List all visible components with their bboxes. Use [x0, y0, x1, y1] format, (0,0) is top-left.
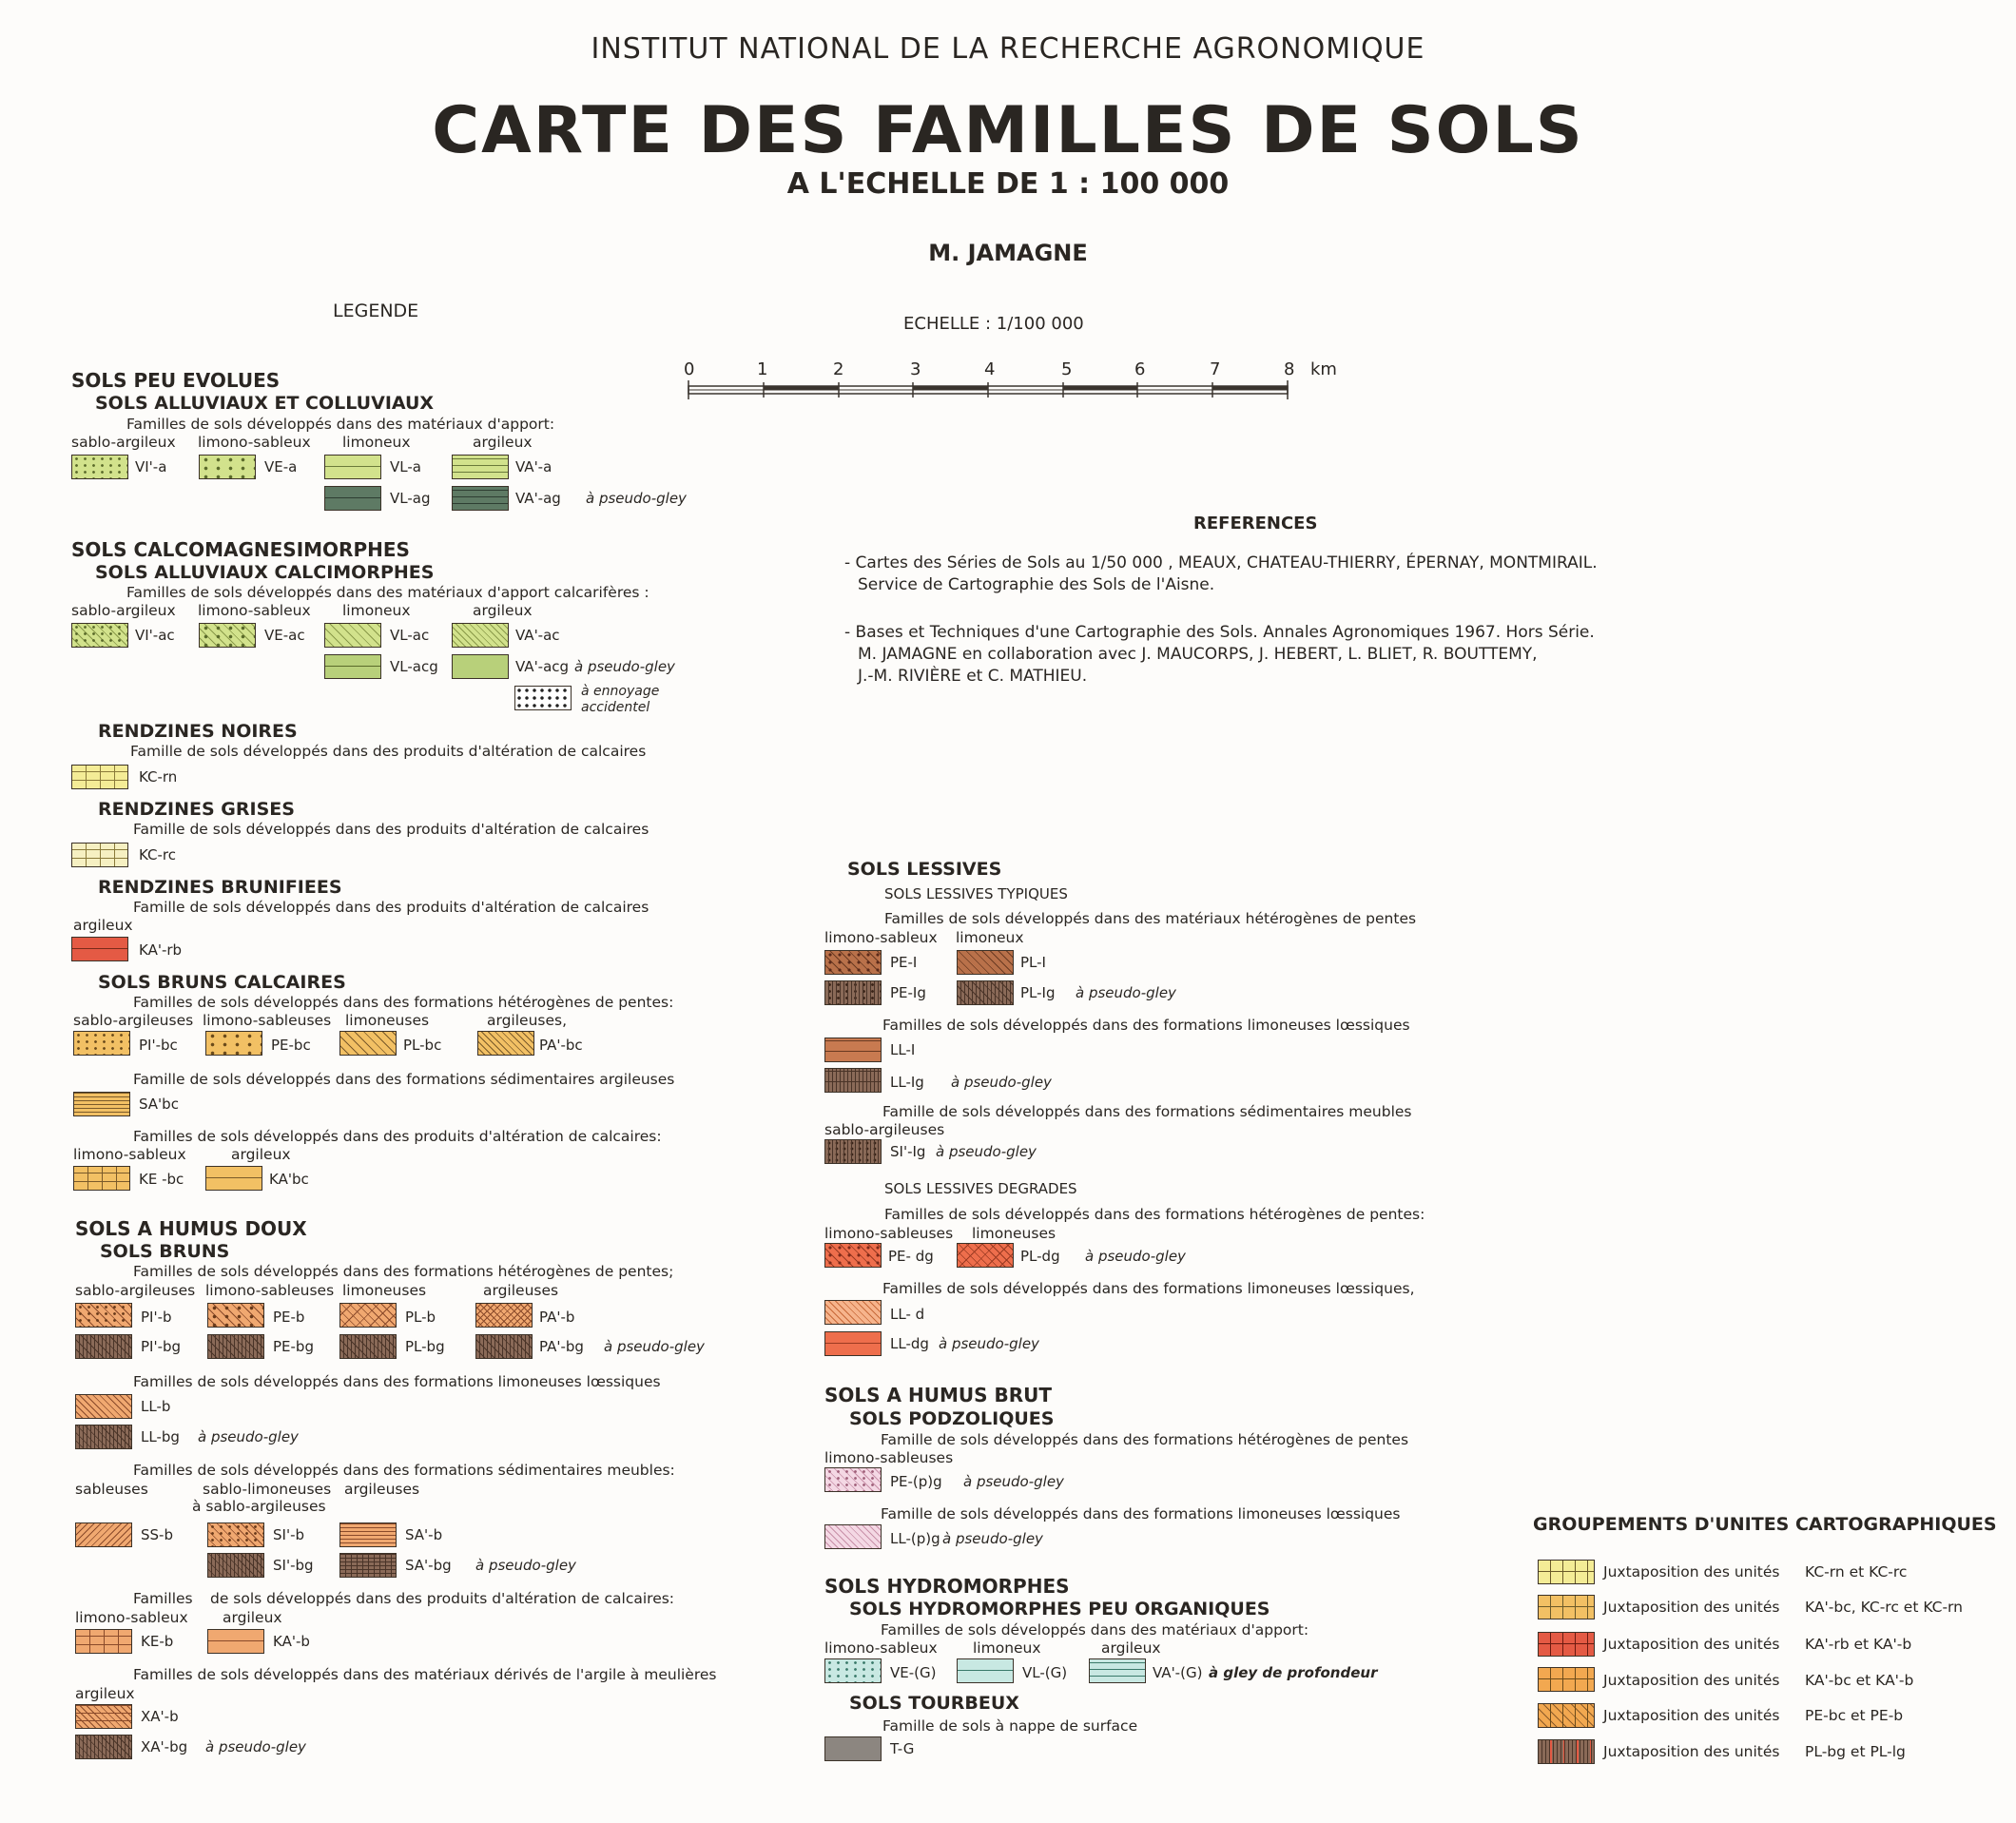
legend-swatch — [1538, 1739, 1595, 1764]
legend-code: PL-b — [405, 1309, 436, 1326]
scale-tick: 0 — [684, 359, 695, 379]
legend-swatch — [824, 1243, 882, 1268]
section-desc: Familles — [133, 1590, 193, 1607]
section-desc: Familles de sols développés dans des matériaux d'apport: — [126, 416, 555, 433]
legend-swatch — [1538, 1632, 1595, 1657]
legend-code: LL-dg — [890, 1335, 929, 1352]
category-label: limono-sableuses — [824, 1449, 954, 1466]
category-label: limono-sableux — [198, 602, 311, 619]
legend-code: PE-bc — [271, 1037, 311, 1054]
section-title: RENDZINES BRUNIFIEES — [98, 877, 342, 898]
category-label: sablo-argileux — [71, 434, 176, 451]
legend-swatch — [1538, 1667, 1595, 1692]
scale-tick: 2 — [833, 359, 844, 379]
legend-swatch — [207, 1553, 264, 1578]
legend-code: KA'bc — [269, 1171, 309, 1188]
legend-swatch — [324, 654, 381, 679]
legend-code: PI'-b — [141, 1309, 172, 1326]
legend-code: PL-I — [1020, 954, 1046, 971]
legend-code: PL-dg — [1020, 1248, 1060, 1265]
category-label: limono-sableuses — [824, 1225, 954, 1242]
legend-code: LL-I — [890, 1041, 916, 1058]
legend-swatch — [71, 455, 128, 479]
legend-swatch — [73, 1092, 130, 1116]
section-desc: Famille de sols développés dans des formations limoneuses lœssiques — [881, 1505, 1401, 1522]
section-desc: Famille de sols développés dans des formations hétérogènes de pentes — [881, 1431, 1409, 1448]
category-label: sablo-argileuses — [75, 1282, 196, 1299]
note-text: à pseudo-gley — [939, 1335, 1039, 1352]
category-label: limono-sableux — [198, 434, 311, 451]
scale-unit: km — [1310, 359, 1337, 379]
scale-bar — [685, 380, 1293, 403]
legend-code: XA'-bg — [141, 1738, 188, 1755]
legend-code: VE-a — [264, 458, 298, 475]
section-desc: Familles de sols développés dans des matériaux d'apport calcarifères : — [126, 584, 649, 601]
section-desc: Famille de sols à nappe de surface — [882, 1717, 1138, 1735]
legend-swatch — [452, 623, 509, 648]
legend-swatch — [73, 1166, 130, 1191]
section-subtitle: SOLS BRUNS — [100, 1241, 230, 1262]
section-desc: Familles de sols développés dans des matériaux d'apport: — [881, 1621, 1309, 1639]
legend-swatch — [477, 1031, 534, 1056]
category-label: limoneux — [956, 929, 1024, 946]
legend-code: PA'-bc — [539, 1037, 583, 1054]
category-label: argileux — [473, 434, 533, 451]
legend-swatch — [824, 1736, 882, 1761]
section-desc: Famille de sols développés dans des formations sédimentaires argileuses — [133, 1071, 675, 1088]
note-text: à pseudo-gley — [205, 1738, 306, 1755]
groupement-label: Juxtaposition des unités — [1603, 1743, 1780, 1760]
note-text: à ennoyage — [581, 684, 660, 699]
legend-swatch — [475, 1303, 533, 1328]
category-label: argileux — [73, 917, 133, 934]
legend-swatch — [824, 1068, 882, 1093]
legend-code: XA'-b — [141, 1708, 179, 1725]
section-desc: Famille de sols développés dans des produits d'altération de calcaires — [130, 743, 647, 760]
legend-code: KA'-b — [273, 1633, 310, 1650]
legend-swatch — [1538, 1703, 1595, 1728]
groupement-label: Juxtaposition des unités — [1603, 1636, 1780, 1653]
legend-swatch — [75, 1425, 132, 1449]
map-subtitle: A L'ECHELLE DE 1 : 100 000 — [786, 167, 1230, 201]
category-label: sablo-argileuses — [73, 1012, 194, 1029]
groupement-units: PE-bc et PE-b — [1805, 1707, 1904, 1724]
legend-swatch — [452, 486, 509, 511]
legend-swatch — [452, 654, 509, 679]
section-title: SOLS PEU EVOLUES — [71, 369, 281, 392]
legend-code: VI'-a — [135, 458, 167, 475]
legend-swatch — [957, 1243, 1014, 1268]
category-label: limono-sableux — [824, 1639, 938, 1657]
legend-swatch — [324, 486, 381, 511]
legend-code: LL-Ig — [890, 1074, 924, 1091]
scale-tick: 7 — [1210, 359, 1221, 379]
legend-code: SI'-Ig — [890, 1143, 926, 1160]
note-text: à pseudo-gley — [1085, 1248, 1186, 1265]
legend-code: VL-ag — [390, 490, 431, 507]
section-subtitle: SOLS ALLUVIAUX CALCIMORPHES — [95, 562, 435, 583]
category-label: argileuses — [483, 1282, 559, 1299]
section-subtitle: SOLS HYDROMORPHES PEU ORGANIQUES — [849, 1599, 1270, 1619]
note-text: à pseudo-gley — [951, 1074, 1052, 1091]
section-desc: Familles de sols développés dans des matériaux hétérogènes de pentes — [884, 910, 1417, 927]
legend-swatch — [75, 1334, 132, 1359]
legend-code: VL-a — [390, 458, 421, 475]
category-label: limoneux — [973, 1639, 1041, 1657]
section-subtitle: SOLS ALLUVIAUX ET COLLUVIAUX — [95, 393, 435, 414]
note-text: à pseudo-gley — [198, 1428, 299, 1445]
legend-code: LL-bg — [141, 1428, 180, 1445]
category-label: limoneuses — [345, 1012, 430, 1029]
legend-code: PL-bc — [403, 1037, 442, 1054]
legend-heading: LEGENDE — [333, 301, 419, 321]
category-label: sablo-argileuses — [824, 1121, 945, 1138]
legend-code: VE-ac — [264, 627, 305, 644]
legend-code: KC-rn — [139, 768, 178, 785]
section-title: SOLS CALCOMAGNESIMORPHES — [71, 538, 410, 561]
section-desc: Familles de sols développés dans des formations hétérogènes de pentes: — [884, 1206, 1425, 1223]
category-label: argileux — [75, 1685, 135, 1702]
legend-code: LL- d — [890, 1306, 925, 1323]
legend-swatch — [339, 1031, 397, 1056]
category-label: argileux — [231, 1146, 291, 1163]
section-title: SOLS BRUNS CALCAIRES — [98, 972, 346, 993]
legend-code: VA'-acg — [515, 658, 570, 675]
scale-tick: 6 — [1134, 359, 1146, 379]
scale-tick: 5 — [1061, 359, 1073, 379]
scale-tick: 3 — [910, 359, 921, 379]
reference-line: M. JAMAGNE en collaboration avec J. MAUCORPS, J. HEBERT, L. BLIET, R. BOUTTEMY, — [858, 645, 1538, 664]
groupement-label: Juxtaposition des unités — [1603, 1672, 1780, 1689]
legend-code: PE-b — [273, 1309, 305, 1326]
legend-code: PL-bg — [405, 1338, 445, 1355]
legend-swatch — [957, 980, 1014, 1005]
groupement-units: KA'-bc et KA'-b — [1805, 1672, 1914, 1689]
category-label: argileuses, — [487, 1012, 568, 1029]
groupement-units: PL-bg et PL-lg — [1805, 1743, 1906, 1760]
section-subtitle: SOLS LESSIVES DEGRADES — [884, 1180, 1077, 1197]
scale-title: ECHELLE : 1/100 000 — [903, 314, 1084, 334]
legend-swatch — [1089, 1658, 1146, 1683]
legend-swatch — [205, 1166, 262, 1191]
legend-code: VL-(G) — [1022, 1664, 1068, 1681]
category-label: sablo-argileux — [71, 602, 176, 619]
legend-code: VA'-a — [515, 458, 552, 475]
legend-swatch — [824, 1658, 882, 1683]
category-label: limono-sableuses — [203, 1012, 332, 1029]
section-title: SOLS A HUMUS DOUX — [75, 1217, 307, 1240]
legend-swatch — [475, 1334, 533, 1359]
legend-code: VE-(G) — [890, 1664, 937, 1681]
legend-swatch — [339, 1522, 397, 1547]
category-label: limono-sableux — [73, 1146, 186, 1163]
legend-code: PL-Ig — [1020, 984, 1056, 1001]
author: M. JAMAGNE — [928, 240, 1088, 266]
legend-swatch — [824, 1300, 882, 1325]
legend-swatch — [71, 843, 128, 867]
category-label: sablo-limoneuses — [203, 1481, 332, 1498]
category-label: à sablo-argileuses — [192, 1498, 326, 1515]
legend-swatch — [75, 1522, 132, 1547]
section-desc: de sols développés dans des produits d'altération de calcaires: — [210, 1590, 675, 1607]
note-text: à pseudo-gley — [1076, 984, 1176, 1001]
section-desc: Familles de sols développés dans des formations sédimentaires meubles: — [133, 1462, 675, 1479]
legend-code: VA'-(G) — [1153, 1664, 1203, 1681]
legend-swatch — [824, 980, 882, 1005]
category-label: limoneuses — [972, 1225, 1056, 1242]
legend-swatch — [75, 1394, 132, 1419]
section-subtitle: SOLS LESSIVES TYPIQUES — [884, 885, 1068, 902]
category-label: sableuses — [75, 1481, 148, 1498]
legend-code: LL-b — [141, 1398, 171, 1415]
legend-code: SA'-b — [405, 1526, 443, 1543]
scale-tick: 1 — [757, 359, 768, 379]
legend-code: KC-rc — [139, 846, 176, 863]
section-title: SOLS HYDROMORPHES — [824, 1575, 1070, 1598]
category-label: argileuses — [344, 1481, 420, 1498]
legend-code: SS-b — [141, 1526, 173, 1543]
legend-swatch — [824, 1038, 882, 1062]
groupement-units: KA'-rb et KA'-b — [1805, 1636, 1912, 1653]
institute-name: INSTITUT NATIONAL DE LA RECHERCHE AGRONOMIQUE — [591, 32, 1425, 66]
legend-code: KE-b — [141, 1633, 174, 1650]
legend-swatch — [1538, 1560, 1595, 1584]
category-label: limono-sableuses — [205, 1282, 335, 1299]
legend-swatch — [339, 1303, 397, 1328]
legend-swatch — [957, 1658, 1014, 1683]
section-desc: Famille de sols développés dans des produits d'altération de calcaires — [133, 821, 649, 838]
legend-code: VL-ac — [390, 627, 430, 644]
reference-line: - Cartes des Séries de Sols au 1/50 000 , MEAUX, CHATEAU-THIERRY, ÉPERNAY, MONTMIRAIL. — [844, 553, 1598, 572]
note-text: à pseudo-gley — [963, 1473, 1064, 1490]
groupement-label: Juxtaposition des unités — [1603, 1707, 1780, 1724]
references-title: REFERENCES — [1193, 514, 1318, 533]
section-desc: Familles de sols développés dans des formations limoneuses lœssiques — [133, 1373, 661, 1390]
legend-swatch — [452, 455, 509, 479]
category-label: limono-sableux — [75, 1609, 188, 1626]
legend-swatch — [71, 623, 128, 648]
groupement-label: Juxtaposition des unités — [1603, 1563, 1780, 1581]
note-text: à pseudo-gley — [936, 1143, 1037, 1160]
legend-swatch — [207, 1334, 264, 1359]
reference-line: - Bases et Techniques d'une Cartographie des Sols. Annales Agronomiques 1967. Hors Série. — [844, 623, 1595, 642]
legend-swatch — [514, 686, 572, 710]
section-desc: Familles de sols développés dans des formations hétérogènes de pentes: — [133, 994, 674, 1011]
groupement-units: KA'-bc, KC-rc et KC-rn — [1805, 1599, 1963, 1616]
note-text: accidentel — [581, 700, 650, 715]
scale-tick: 4 — [984, 359, 996, 379]
category-label: limoneux — [342, 434, 411, 451]
legend-swatch — [824, 1524, 882, 1549]
groupement-label: Juxtaposition des unités — [1603, 1599, 1780, 1616]
legend-swatch — [824, 950, 882, 975]
legend-code: SA'bc — [139, 1096, 179, 1113]
category-label: argileux — [223, 1609, 282, 1626]
scale-tick: 8 — [1284, 359, 1295, 379]
note-text: à pseudo-gley — [604, 1338, 705, 1355]
legend-swatch — [324, 623, 381, 648]
legend-swatch — [957, 950, 1014, 975]
legend-code: PI'-bg — [141, 1338, 182, 1355]
legend-code: PE-(p)g — [890, 1473, 942, 1490]
category-label: limoneuses — [342, 1282, 427, 1299]
category-label: limono-sableux — [824, 929, 938, 946]
legend-swatch — [207, 1629, 264, 1654]
section-desc: Famille de sols développés dans des produits d'altération de calcaires — [133, 899, 649, 916]
legend-swatch — [824, 1467, 882, 1492]
legend-swatch — [324, 455, 381, 479]
legend-code: PE-Ig — [890, 984, 926, 1001]
legend-code: SI'-b — [273, 1526, 305, 1543]
section-desc: Familles de sols développés dans des produits d'altération de calcaires: — [133, 1128, 662, 1145]
legend-swatch — [824, 1139, 882, 1164]
legend-swatch — [205, 1031, 262, 1056]
category-label: limoneux — [342, 602, 411, 619]
legend-code: VL-acg — [390, 658, 438, 675]
legend-code: VI'-ac — [135, 627, 175, 644]
legend-swatch — [75, 1735, 132, 1759]
legend-swatch — [75, 1629, 132, 1654]
reference-line: Service de Cartographie des Sols de l'Aisne. — [858, 575, 1215, 594]
legend-swatch — [73, 1031, 130, 1056]
legend-code: PE- dg — [888, 1248, 934, 1265]
legend-code: SI'-bg — [273, 1557, 314, 1574]
legend-code: PE-bg — [273, 1338, 314, 1355]
legend-swatch — [199, 623, 256, 648]
legend-swatch — [75, 1303, 132, 1328]
legend-swatch — [75, 1704, 132, 1729]
section-subtitle: SOLS PODZOLIQUES — [849, 1408, 1055, 1429]
legend-code: T-G — [890, 1740, 915, 1757]
category-label: argileux — [473, 602, 533, 619]
legend-code: KE -bc — [139, 1171, 184, 1188]
reference-line: J.-M. RIVIÈRE et C. MATHIEU. — [858, 667, 1088, 686]
legend-code: VA'-ag — [515, 490, 561, 507]
legend-code: PE-I — [890, 954, 918, 971]
section-desc: Familles de sols développés dans des formations limoneuses lœssiques — [882, 1017, 1410, 1034]
category-label: argileux — [1101, 1639, 1161, 1657]
section-title: RENDZINES GRISES — [98, 799, 295, 820]
legend-swatch — [339, 1334, 397, 1359]
note-text: à pseudo-gley — [574, 658, 675, 675]
section-title: SOLS A HUMUS BRUT — [824, 1384, 1052, 1406]
map-title: CARTE DES FAMILLES DE SOLS — [432, 93, 1584, 168]
note-text: à pseudo-gley — [475, 1557, 576, 1574]
section-title: RENDZINES NOIRES — [98, 721, 298, 742]
groupement-units: KC-rn et KC-rc — [1805, 1563, 1908, 1581]
legend-code: SA'-bg — [405, 1557, 452, 1574]
note-text: à pseudo-gley — [942, 1530, 1043, 1547]
legend-swatch — [71, 937, 128, 961]
legend-swatch — [71, 765, 128, 789]
legend-swatch — [339, 1553, 397, 1578]
note-text: à gley de profondeur — [1209, 1664, 1378, 1681]
legend-swatch — [1538, 1595, 1595, 1619]
section-title: SOLS LESSIVES — [847, 859, 1002, 880]
legend-code: PA'-bg — [539, 1338, 584, 1355]
legend-swatch — [207, 1522, 264, 1547]
section-desc: Familles de sols développés dans des formations limoneuses lœssiques, — [882, 1280, 1415, 1297]
section-desc: Familles de sols développés dans des formations hétérogènes de pentes; — [133, 1263, 674, 1280]
legend-code: KA'-rb — [139, 941, 183, 959]
legend-code: LL-(p)g — [890, 1530, 940, 1547]
legend-code: VA'-ac — [515, 627, 560, 644]
legend-swatch — [207, 1303, 264, 1328]
section-desc: Famille de sols développés dans des formations sédimentaires meubles — [882, 1103, 1412, 1120]
section-subtitle: SOLS TOURBEUX — [849, 1693, 1019, 1714]
legend-swatch — [199, 455, 256, 479]
legend-code: PI'-bc — [139, 1037, 178, 1054]
section-desc: Familles de sols développés dans des matériaux dérivés de l'argile à meulières — [133, 1666, 717, 1683]
note-text: à pseudo-gley — [586, 490, 687, 507]
legend-swatch — [824, 1331, 882, 1356]
legend-code: PA'-b — [539, 1309, 575, 1326]
groupements-title: GROUPEMENTS D'UNITES CARTOGRAPHIQUES — [1533, 1514, 1997, 1535]
